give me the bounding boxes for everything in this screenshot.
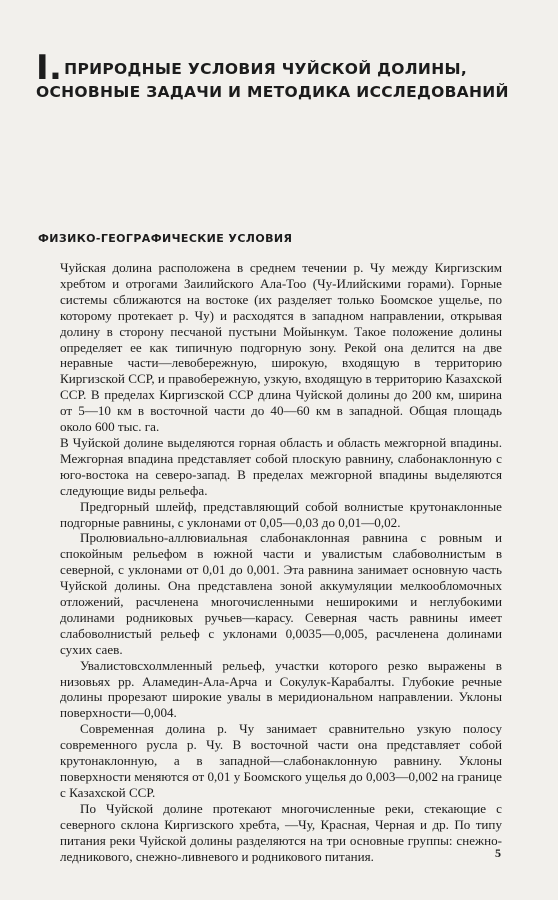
paragraph: Пролювиально-аллювиальная слабонаклонная равнина с ровным и спокойным рельефом в южной части и увалистым слабоволнистым в северной, с уклонами от 0,01 до 0,001. Эта равнина занимает основную часть Чуйской долины. Она представлена зоной аккумуляции мелкообломочных отложений, расчленена многочисленными неширокими и неглубокими долинами родниковых ручьев—карасу. Северная часть равнины имеет слабоволнистый рельеф с уклонами 0,0035—0,005, расчленена долинами сухих саев. <box>60 530 502 657</box>
section-title: ФИЗИКО-ГЕОГРАФИЧЕСКИЕ УСЛОВИЯ <box>38 232 293 245</box>
chapter-title-text-1: ПРИРОДНЫЕ УСЛОВИЯ ЧУЙСКОЙ ДОЛИНЫ, <box>64 60 468 78</box>
paragraph: Чуйская долина расположена в среднем течении р. Чу между Киргизским хребтом и отрогами Заилийского Ала-Тоо (Чу-Илийскими горами). Горные системы сближаются на востоке (их разделяет только Боомское ущелье, по которому протекает р. Чу) и расходятся в западном направлении, открывая долину в сторону песчаной пустыни Мойынкум. Такое положение долины определяет ее как типичную подгорную зону. Рекой она делится на две неравные части—левобережную, широкую, входящую в территорию Киргизской ССР, и правобережную, узкую, входящую в территорию Казахской ССР. В пределах Киргизской ССР длина Чуйской долины до 200 км, ширина от 5—10 км в восточной части до 40—60 км в западной. Общая площадь около 600 тыс. га. <box>60 260 502 435</box>
paragraph: Современная долина р. Чу занимает сравнительно узкую полосу современного русла р. Чу. В восточной части она представляет собой крутонаклонную, а в западной—слабонаклонную равнину. Уклоны поверхности меняются от 0,01 у Боомского ущелья до 0,003—0,002 на границе с Казахской ССР. <box>60 721 502 800</box>
paragraph: Увалистовсхолмленный рельеф, участки которого резко выражены в низовьях рр. Аламедин-Ала-Арча и Сокулук-Карабалты. Глубокие речные долины прорезают широкие увалы в меридиональном направлении. Уклоны поверхности—0,004. <box>60 657 502 721</box>
paragraph: По Чуйской долине протекают многочисленные реки, стекающие с северного склона Киргизского хребта, —Чу, Красная, Черная и др. По типу питания реки Чуйской долины разделяются на три основные группы: снежно-ледникового, снежно-ливневого и родникового питания. <box>60 800 502 864</box>
chapter-title <box>36 48 536 104</box>
page-number: 5 <box>495 846 501 860</box>
paragraph: Предгорный шлейф, представляющий собой волнистые крутонаклонные подгорные равнины, с уклонами от 0,05—0,03 до 0,01—0,02. <box>60 498 502 530</box>
body-text <box>60 260 502 864</box>
chapter-title-line-1 <box>36 48 536 88</box>
chapter-number: I. <box>36 48 63 88</box>
paragraph: В Чуйской долине выделяются горная область и область межгорной впадины. Межгорная впадина представляет собой плоскую равнину, слабонаклонную с юго-востока на северо-запад. В пределах межгорной впадины выделяются следующие виды рельефа. <box>60 434 502 498</box>
chapter-title-line-2: ОСНОВНЫЕ ЗАДАЧИ И МЕТОДИКА ИССЛЕДОВАНИЙ <box>36 83 509 101</box>
